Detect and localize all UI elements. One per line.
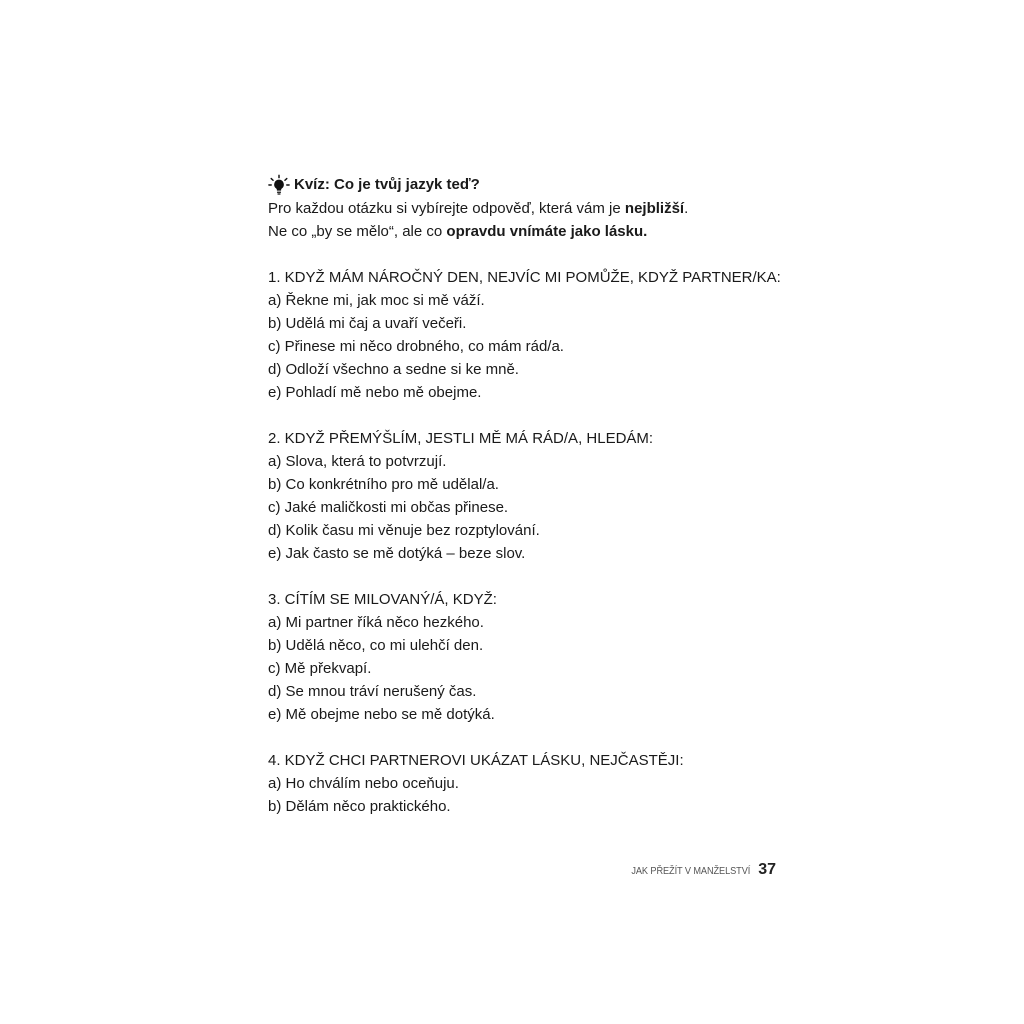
question-4	[268, 749, 788, 818]
answer-option: a) Slova, která to potvrzují.	[268, 453, 447, 470]
answer-option: d) Kolik času mi věnuje bez rozptylování.	[268, 522, 540, 539]
intro-text: .	[684, 200, 689, 217]
answer-option: c) Mě překvapí.	[268, 660, 372, 677]
page-content	[268, 172, 788, 818]
question-heading: 2. KDYŽ PŘEMÝŠLÍM, JESTLI MĚ MÁ RÁD/A, HLEDÁM:	[268, 430, 654, 447]
question-heading: 3. CÍTÍM SE MILOVANÝ/Á, KDYŽ:	[268, 591, 497, 608]
answer-option: e) Jak často se mě dotýká – beze slov.	[268, 545, 526, 562]
quiz-title: Kvíz: Co je tvůj jazyk teď?	[294, 176, 480, 193]
answer-option: d) Odloží všechno a sedne si ke mně.	[268, 361, 519, 378]
question-2	[268, 427, 788, 565]
intro-text: Pro každou otázku si vybírejte odpověď, která vám je	[268, 200, 625, 217]
page-footer	[621, 861, 776, 879]
answer-option: e) Mě obejme nebo se mě dotýká.	[268, 706, 495, 723]
question-heading: 1. KDYŽ MÁM NÁROČNÝ DEN, NEJVÍC MI POMŮŽE, KDYŽ PARTNER/KA:	[268, 269, 781, 286]
answer-option: c) Jaké maličkosti mi občas přinese.	[268, 499, 509, 516]
answer-option: c) Přinese mi něco drobného, co mám rád/a.	[268, 338, 564, 355]
running-footer-title: JAK PŘEŽÍT V MANŽELSTVÍ	[631, 866, 751, 877]
intro-line-1	[268, 197, 788, 220]
answer-option: a) Řekne mi, jak moc si mě váží.	[268, 292, 485, 309]
answer-option: b) Dělám něco praktického.	[268, 798, 451, 815]
intro-text: Ne co „by se mělo“, ale co	[268, 223, 447, 240]
question-heading: 4. KDYŽ CHCI PARTNEROVI UKÁZAT LÁSKU, NEJČASTĚJI:	[268, 752, 684, 769]
answer-option: e) Pohladí mě nebo mě obejme.	[268, 384, 482, 401]
answer-option: b) Udělá mi čaj a uvaří večeři.	[268, 315, 467, 332]
lightbulb-icon	[268, 174, 290, 196]
answer-option: b) Udělá něco, co mi ulehčí den.	[268, 637, 484, 654]
question-3	[268, 588, 788, 726]
quiz-title-row	[268, 172, 788, 197]
page-number: 37	[758, 861, 776, 878]
intro-emphasis: opravdu vnímáte jako lásku.	[446, 223, 648, 240]
answer-option: b) Co konkrétního pro mě udělal/a.	[268, 476, 499, 493]
intro-emphasis: nejbližší	[624, 200, 685, 217]
question-1	[268, 266, 788, 404]
intro-line-2	[268, 220, 788, 243]
answer-option: a) Mi partner říká něco hezkého.	[268, 614, 484, 631]
answer-option: a) Ho chválím nebo oceňuju.	[268, 775, 459, 792]
answer-option: d) Se mnou tráví nerušený čas.	[268, 683, 477, 700]
